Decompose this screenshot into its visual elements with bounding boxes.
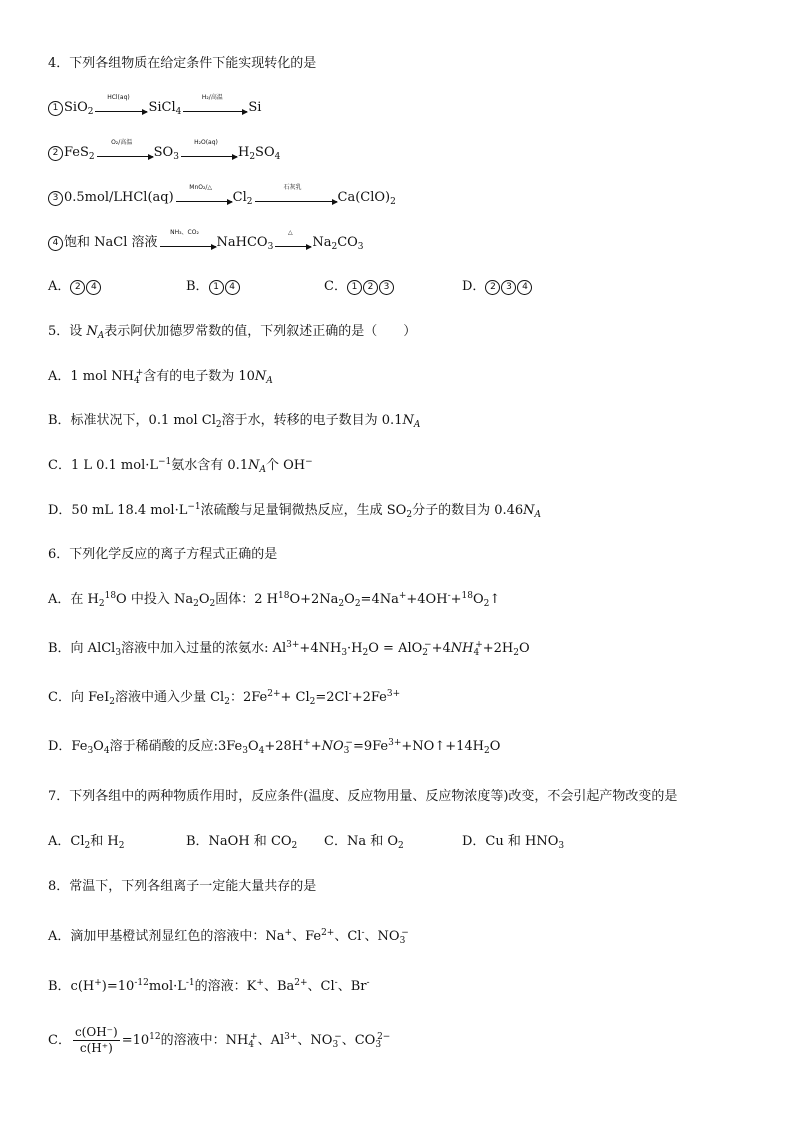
q7-options [48, 832, 764, 852]
q4-option-d[interactable]: D． 2 3 4 [462, 277, 600, 297]
q8-option-a[interactable]: A．滴加甲基橙试剂显红色的溶液中：Na+、$Fe^{2+}$、Cl-、$NO_3^-$ [48, 928, 409, 946]
q5-option-d[interactable]: D．50 mL 18.4 $mol\cdot L^{-1}$浓硫酸与足量铜微热反应，生成 $SO_2$分子的数目为 $0.46N_A$ [48, 502, 542, 520]
q4-item-2: 2 FeS$_2$ O₂/高温 $SO_3$ H₂O(aq) $H_2SO_4$ [48, 143, 764, 163]
q5-option-c[interactable]: C．1 L 0.1 $mol\cdot L^{-1}$氨水含有 $0.1N_A$个 OH− [48, 457, 313, 475]
q8-stem: 8．常温下，下列各组离子一定能大量共存的是 [48, 879, 317, 894]
q6-option-c[interactable]: C．向 FeI$_2$溶液中通入少量 $Cl_2$：$2Fe^{2+}+ Cl_2=2Cl^-+2Fe^{3+}$ [48, 689, 401, 707]
q5-option-a[interactable]: A．1 mol $NH_4^+$含有的电子数为 $10N_A$ [48, 368, 273, 386]
q6-option-b[interactable]: B．向 AlCl$_3$溶液中加入过量的浓氨水: $Al^{3+}+4NH_3\cdot H_2O = AlO_2^-+4NH_4^++2H_2O$ [48, 640, 530, 658]
q4-option-a[interactable]: A． 2 4 [48, 277, 186, 297]
q4-option-b[interactable]: B． 1 4 [186, 277, 324, 297]
q7-option-b[interactable]: B．NaOH 和 $CO_2$ [186, 834, 298, 851]
q6-option-d[interactable]: D．$Fe_3O_4$溶于稀硝酸的反应$:3Fe_3O_4+28H^++NO_3^-=9Fe^{3+}+NO↑+14H_2O$ [48, 738, 501, 756]
q7-option-d[interactable]: D．Cu 和 $HNO_3$ [462, 834, 565, 851]
q4-options [48, 277, 764, 297]
q4-item-1: 1 SiO$_2$ HCl(aq) SiCl$_4$ H₂/高温 Si [48, 98, 764, 118]
reaction-arrow: H₂O(aq) [181, 144, 237, 157]
reaction-arrow: △ [275, 234, 311, 247]
q6-option-a[interactable]: A．在 $H_2^{18}O$ 中投入 $Na_2O_2$固体：2 $H^{18}O+2Na_2O_2=4Na^++4OH^-+^{18}O_2↑$ [48, 591, 501, 609]
q8-option-c[interactable]: C． $\frac{c(OH^-)}{c(H^+)}$ $=10^{12}$的溶液中：$NH_4^+$、$Al^{3+}$、$NO_3^-$、$CO_3^{2-}$ [48, 1025, 391, 1055]
reaction-arrow: H₂/高温 [183, 99, 247, 112]
concentration-ratio: $\frac{c(OH^-)}{c(H^+)}$ [74, 1025, 118, 1055]
q4-stem: 4．下列各组物质在给定条件下能实现转化的是 [48, 56, 317, 71]
reaction-arrow: HCl(aq) [95, 99, 147, 112]
reaction-arrow: NH₃、CO₂ [160, 234, 216, 247]
q8-option-b[interactable]: B．$c(H^+)=10^{-12}mol\cdot L^{-1}$的溶液：K+、$Ba^{2+}$、Cl-、Br- [48, 978, 370, 994]
reaction-arrow: O₂/高温 [97, 144, 153, 157]
q6-stem: 6．下列化学反应的离子方程式正确的是 [48, 547, 278, 562]
reaction-arrow: 石灰乳 [255, 189, 337, 202]
q7-stem: 7．下列各组中的两种物质作用时，反应条件(温度、反应物用量、反应物浓度等)改变，不会引起产物改变的是 [48, 789, 678, 804]
q4-item-3: 3 0.5mol/LHCl(aq) MnO₂/△ $Cl_2$ 石灰乳 $Ca(ClO)_2$ [48, 188, 764, 208]
q4-item-4: 4 饱和 NaCl 溶液 NH₃、CO₂ NaHCO$_3$ △ $Na_2CO_3$ [48, 233, 764, 253]
q5-stem: 5．设 $N_A$表示阿伏加德罗常数的值，下列叙述正确的是（ ） [48, 324, 417, 341]
q7-option-c[interactable]: C．Na 和 $O_2$ [324, 834, 404, 851]
q7-option-a[interactable]: A．$Cl_2$和 $H_2$ [48, 834, 125, 851]
reaction-arrow: MnO₂/△ [176, 189, 232, 202]
q4-option-c[interactable]: C． 1 2 3 [324, 277, 462, 297]
q5-option-b[interactable]: B．标准状况下，0.1 mol $Cl_2$溶于水，转移的电子数目为 $0.1N_A$ [48, 413, 421, 430]
